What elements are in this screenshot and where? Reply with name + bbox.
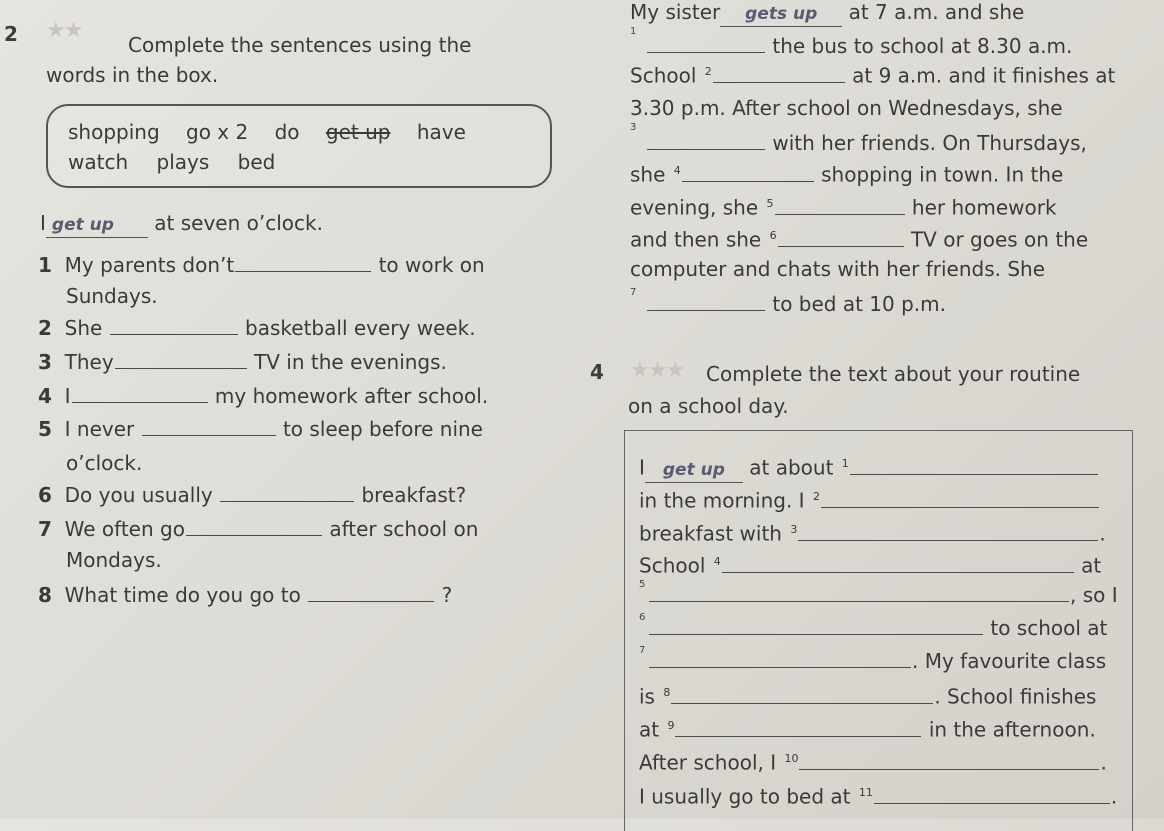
ex3-text: her homework (911, 195, 1057, 220)
ex3-text: evening, she (630, 195, 759, 220)
answer-blank[interactable] (142, 417, 276, 436)
gap-number: 3 (790, 523, 798, 536)
gap-number: 4 (673, 164, 681, 177)
item-7-cont: Mondays. (66, 548, 162, 572)
exercise-4-instruction: Complete the text about your routine (706, 362, 1081, 386)
item-number: 4 (38, 384, 52, 408)
item-number: 7 (38, 517, 52, 541)
ex4-row-10 (639, 781, 1117, 809)
item-text: my homework after school. (214, 384, 489, 408)
answer-blank[interactable] (115, 350, 247, 369)
item-text: TV in the evenings. (254, 350, 447, 374)
exercise-2-instruction-cont: words in the box. (46, 63, 219, 87)
gap-number: 9 (667, 719, 675, 732)
ex3-line-9 (646, 292, 946, 316)
answer-blank[interactable] (775, 196, 905, 215)
ex3-line-7 (630, 224, 1088, 252)
ex3-text: and then she (630, 227, 762, 252)
ex4-row-1 (639, 485, 1100, 513)
answer-blank[interactable] (308, 583, 434, 602)
ex4-row-2 (639, 518, 1106, 546)
ex3-line-6 (630, 192, 1057, 220)
word-box (46, 104, 552, 188)
ex4-row-5 (648, 616, 1107, 640)
answer-blank[interactable] (821, 489, 1099, 508)
answer-blank[interactable] (722, 554, 1074, 573)
item-8 (38, 583, 452, 607)
item-text: She (64, 316, 103, 340)
item-text: Do you usually (64, 483, 213, 507)
item-text: What time do you go to (64, 583, 301, 607)
item-7 (38, 517, 478, 541)
item-text: I (64, 384, 71, 408)
answer-blank[interactable] (778, 228, 904, 247)
gap-number: 11 (858, 786, 873, 799)
item-text: They (64, 350, 114, 374)
example-answer: get up (46, 213, 148, 238)
item-number: 5 (38, 417, 52, 441)
ex4-row-7 (639, 681, 1096, 709)
ex4-text: School (639, 553, 706, 578)
ex3-line-0 (630, 0, 1024, 27)
ex4-text: is (639, 684, 655, 709)
answer-blank[interactable] (220, 483, 354, 502)
gap-number: 7 (630, 287, 637, 298)
ex3-text: shopping in town. In the (821, 162, 1064, 187)
gap-number: 1 (630, 26, 637, 37)
word-bed: bed (237, 150, 276, 174)
ex4-text: I usually go to bed at (639, 784, 851, 809)
ex3-line-5 (630, 159, 1063, 187)
ex4-row-8 (639, 714, 1096, 742)
difficulty-stars: ★★★ (630, 358, 684, 383)
answer-blank[interactable] (649, 616, 983, 635)
answer-blank[interactable] (647, 292, 765, 311)
word-watch: watch (68, 150, 129, 174)
ex4-text: . School finishes (934, 684, 1097, 709)
ex3-text: My sister (630, 0, 721, 24)
item-text: to work on (378, 253, 485, 277)
answer-blank[interactable] (713, 64, 845, 83)
exercise-4-number: 4 (590, 360, 604, 384)
gap-number: 2 (812, 490, 820, 503)
answer-blank[interactable] (671, 685, 933, 704)
answer-blank[interactable] (647, 131, 765, 150)
ex3-text: with her friends. On Thursdays, (772, 131, 1087, 155)
gap-number: 6 (769, 229, 777, 242)
ex3-line-8: computer and chats with her friends. She (630, 257, 1045, 281)
item-5-cont: o’clock. (66, 451, 143, 475)
gap-number: 5 (766, 197, 774, 210)
item-number: 2 (38, 316, 52, 340)
word-go: go x 2 (186, 120, 249, 144)
ex3-text: School (630, 63, 697, 88)
word-get-up-crossed: get up (325, 120, 391, 144)
answer-blank[interactable] (110, 316, 238, 335)
ex4-row-3 (639, 550, 1101, 578)
ex4-text: in the morning. I (639, 488, 805, 513)
item-5 (38, 417, 483, 441)
item-3 (38, 350, 447, 374)
item-text: breakfast? (361, 483, 467, 507)
ex4-text: in the afternoon. (928, 717, 1096, 742)
gap-number: 2 (704, 65, 712, 78)
item-text: after school on (329, 517, 479, 541)
item-number: 8 (38, 583, 52, 607)
ex3-text: at 9 a.m. and it finishes at (852, 63, 1116, 88)
word-plays: plays (156, 150, 210, 174)
ex4-row-9 (639, 747, 1107, 775)
ex4-text: . (1099, 521, 1106, 546)
ex3-line-4 (646, 131, 1087, 155)
item-1 (38, 253, 485, 277)
example-sentence (40, 211, 323, 238)
item-text: to sleep before nine (282, 417, 483, 441)
example-pre: I (40, 211, 46, 235)
ex3-text: she (630, 162, 666, 187)
answer-blank[interactable] (649, 649, 911, 668)
ex4-example-answer: get up (645, 458, 743, 483)
item-number: 3 (38, 350, 52, 374)
gap-number: 6 (639, 612, 646, 623)
exercise-2-number: 2 (4, 22, 18, 46)
gap-number: 5 (639, 579, 646, 590)
ex4-text: at (1081, 553, 1102, 578)
ex3-text: to bed at 10 p.m. (772, 292, 947, 316)
word-box-row-1 (68, 120, 466, 144)
ex3-line-1 (646, 34, 1072, 58)
ex4-text: at about (749, 455, 834, 480)
ex4-row-4 (648, 583, 1118, 607)
gap-number: 3 (630, 122, 637, 133)
ex3-line-3: 3.30 p.m. After school on Wednesdays, she (630, 96, 1063, 120)
word-shopping: shopping (68, 120, 160, 144)
ex3-example-answer: gets up (720, 2, 842, 27)
ex4-text: breakfast with (639, 521, 782, 546)
answer-blank[interactable] (675, 718, 921, 737)
word-do: do (274, 120, 300, 144)
ex4-row-0 (639, 452, 1099, 483)
answer-blank[interactable] (647, 34, 765, 53)
gap-number: 8 (663, 686, 671, 699)
difficulty-stars: ★★ (46, 18, 82, 43)
answer-blank[interactable] (186, 517, 322, 536)
item-text: ? (441, 583, 453, 607)
ex4-row-6 (648, 649, 1106, 673)
ex3-line-2 (630, 60, 1115, 88)
item-text: We often go (64, 517, 185, 541)
item-text: My parents don’t (64, 253, 235, 277)
word-have: have (416, 120, 466, 144)
ex3-text: TV or goes on the (910, 227, 1089, 252)
answer-blank[interactable] (682, 163, 814, 182)
item-number: 1 (38, 253, 52, 277)
item-number: 6 (38, 483, 52, 507)
gap-number: 4 (713, 555, 721, 568)
answer-blank[interactable] (874, 785, 1110, 804)
ex4-text: . My favourite class (912, 649, 1107, 673)
ex3-text: at 7 a.m. and she (848, 0, 1025, 24)
exercise-2-instruction: Complete the sentences using the (128, 33, 472, 57)
item-text: I never (64, 417, 135, 441)
gap-number: 1 (841, 457, 849, 470)
exercise-4-instruction-cont: on a school day. (628, 394, 789, 418)
gap-number: 7 (639, 645, 646, 656)
item-1-cont: Sundays. (66, 284, 158, 308)
gap-number: 10 (784, 752, 799, 765)
ex3-text: the bus to school at 8.30 a.m. (772, 34, 1073, 58)
example-post: at seven o’clock. (154, 211, 323, 235)
ex4-text: to school at (990, 616, 1108, 640)
answer-blank[interactable] (235, 253, 371, 272)
item-text: basketball every week. (245, 316, 476, 340)
ex4-text: . (1100, 750, 1107, 775)
item-4 (38, 384, 488, 408)
answer-blank[interactable] (799, 751, 1099, 770)
ex4-text: . (1110, 784, 1118, 809)
ex4-text: I (639, 455, 645, 480)
item-6 (38, 483, 466, 507)
ex4-text: at (639, 717, 660, 742)
answer-blank[interactable] (850, 456, 1098, 475)
answer-blank[interactable] (72, 384, 208, 403)
ex4-text: , so I (1070, 583, 1118, 607)
answer-blank[interactable] (798, 522, 1098, 541)
word-box-row-2 (68, 150, 275, 174)
item-2 (38, 316, 476, 340)
answer-blank[interactable] (649, 583, 1069, 602)
ex4-text: After school, I (639, 750, 777, 775)
